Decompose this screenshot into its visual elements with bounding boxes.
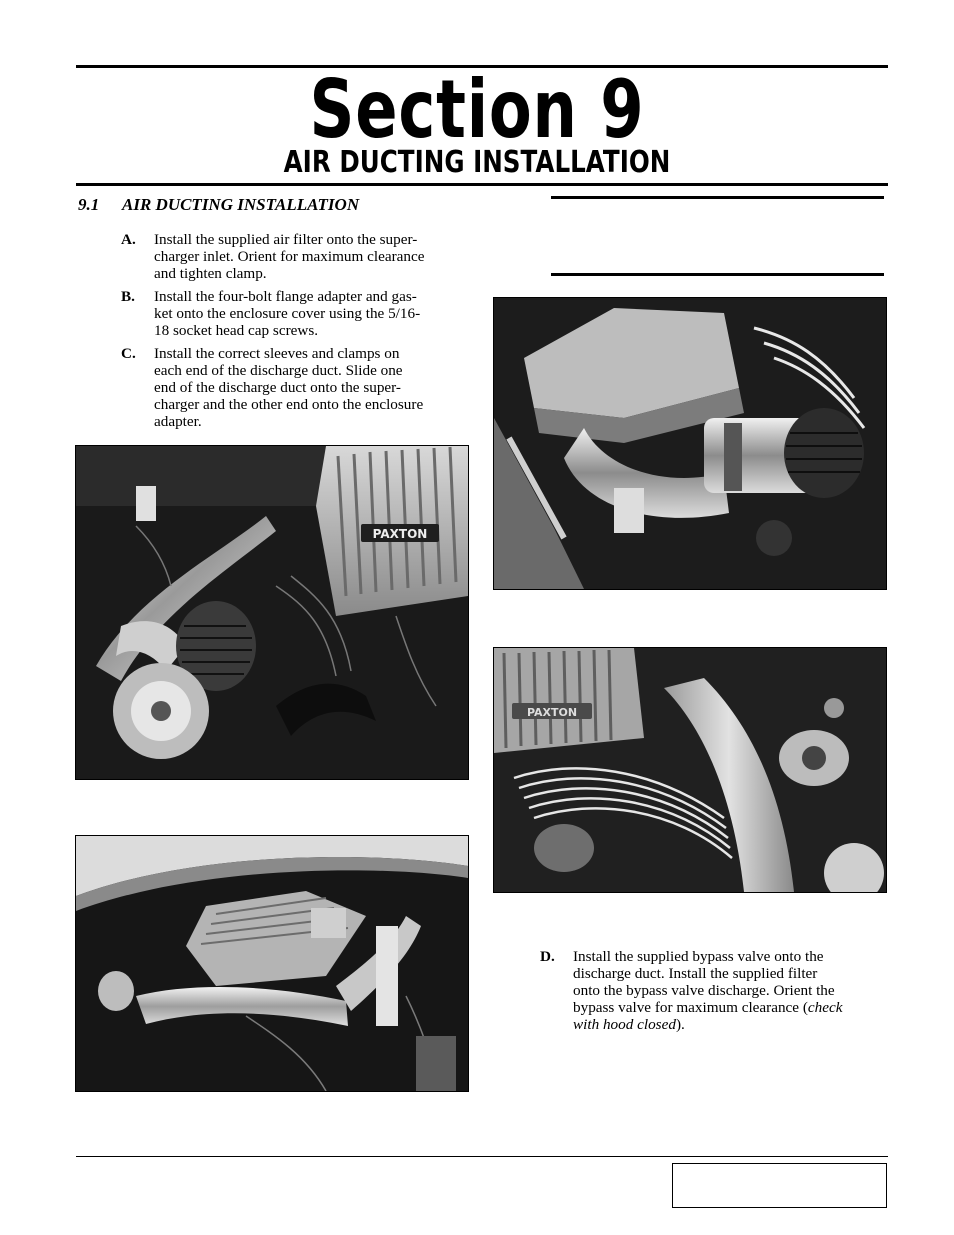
right-column-rule-upper — [551, 196, 884, 199]
step-line: ket onto the enclosure cover using the 5/16- — [154, 305, 421, 322]
step-line — [573, 999, 893, 1016]
step-text-emphasis: check — [807, 999, 843, 1016]
step-text — [154, 345, 470, 430]
step-line: Install the supplied bypass valve onto the — [573, 948, 824, 965]
step-label: B. — [121, 288, 135, 305]
step-label: A. — [121, 231, 136, 248]
page-number-box — [672, 1163, 887, 1208]
step-text — [154, 231, 470, 282]
step-line: onto the bypass valve discharge. Orient the — [573, 982, 835, 999]
right-column-rule-lower — [551, 273, 884, 276]
step-label: C. — [121, 345, 136, 362]
step-line: and tighten clamp. — [154, 265, 267, 282]
step-line: charger and the other end onto the enclosure — [154, 396, 424, 413]
subsection-number: 9.1 — [78, 195, 100, 214]
step-line: each end of the discharge duct. Slide one — [154, 362, 403, 379]
step-line: Install the four-bolt flange adapter and gas- — [154, 288, 417, 305]
step-line: Install the correct sleeves and clamps on — [154, 345, 400, 362]
photo-engine-bay-duct — [75, 835, 469, 1092]
subsection-heading — [78, 195, 359, 215]
section-subtitle: AIR DUCTING INSTALLATION — [283, 145, 671, 180]
subsection-title: AIR DUCTING INSTALLATION — [122, 195, 360, 214]
step-text — [154, 288, 470, 339]
step-label: D. — [540, 948, 555, 965]
step-line: 18 socket head cap screws. — [154, 322, 319, 339]
step-text-emphasis: with hood closed — [573, 1016, 676, 1033]
step-line: charger inlet. Orient for maximum clearance — [154, 248, 425, 265]
section-title: Section 9 — [309, 63, 645, 156]
step-line: adapter. — [154, 413, 202, 430]
photo-engine-bay-filter — [75, 445, 469, 780]
step-text — [573, 948, 893, 1033]
footer-rule — [76, 1156, 888, 1157]
step-line: end of the discharge duct onto the super- — [154, 379, 401, 396]
photo-paxton-wires — [493, 647, 887, 893]
step-text-plain: bypass valve for maximum clearance ( — [573, 999, 808, 1016]
step-text-plain: ). — [675, 1016, 685, 1033]
photo-supercharger-duct — [493, 297, 887, 590]
photo-brand-text: PAXTON — [526, 706, 578, 719]
step-line — [573, 1016, 893, 1033]
step-line: Install the supplied air filter onto the super- — [154, 231, 418, 248]
photo-brand-text: PAXTON — [372, 527, 428, 541]
step-line: discharge duct. Install the supplied filter — [573, 965, 818, 982]
title-rule — [76, 183, 888, 186]
